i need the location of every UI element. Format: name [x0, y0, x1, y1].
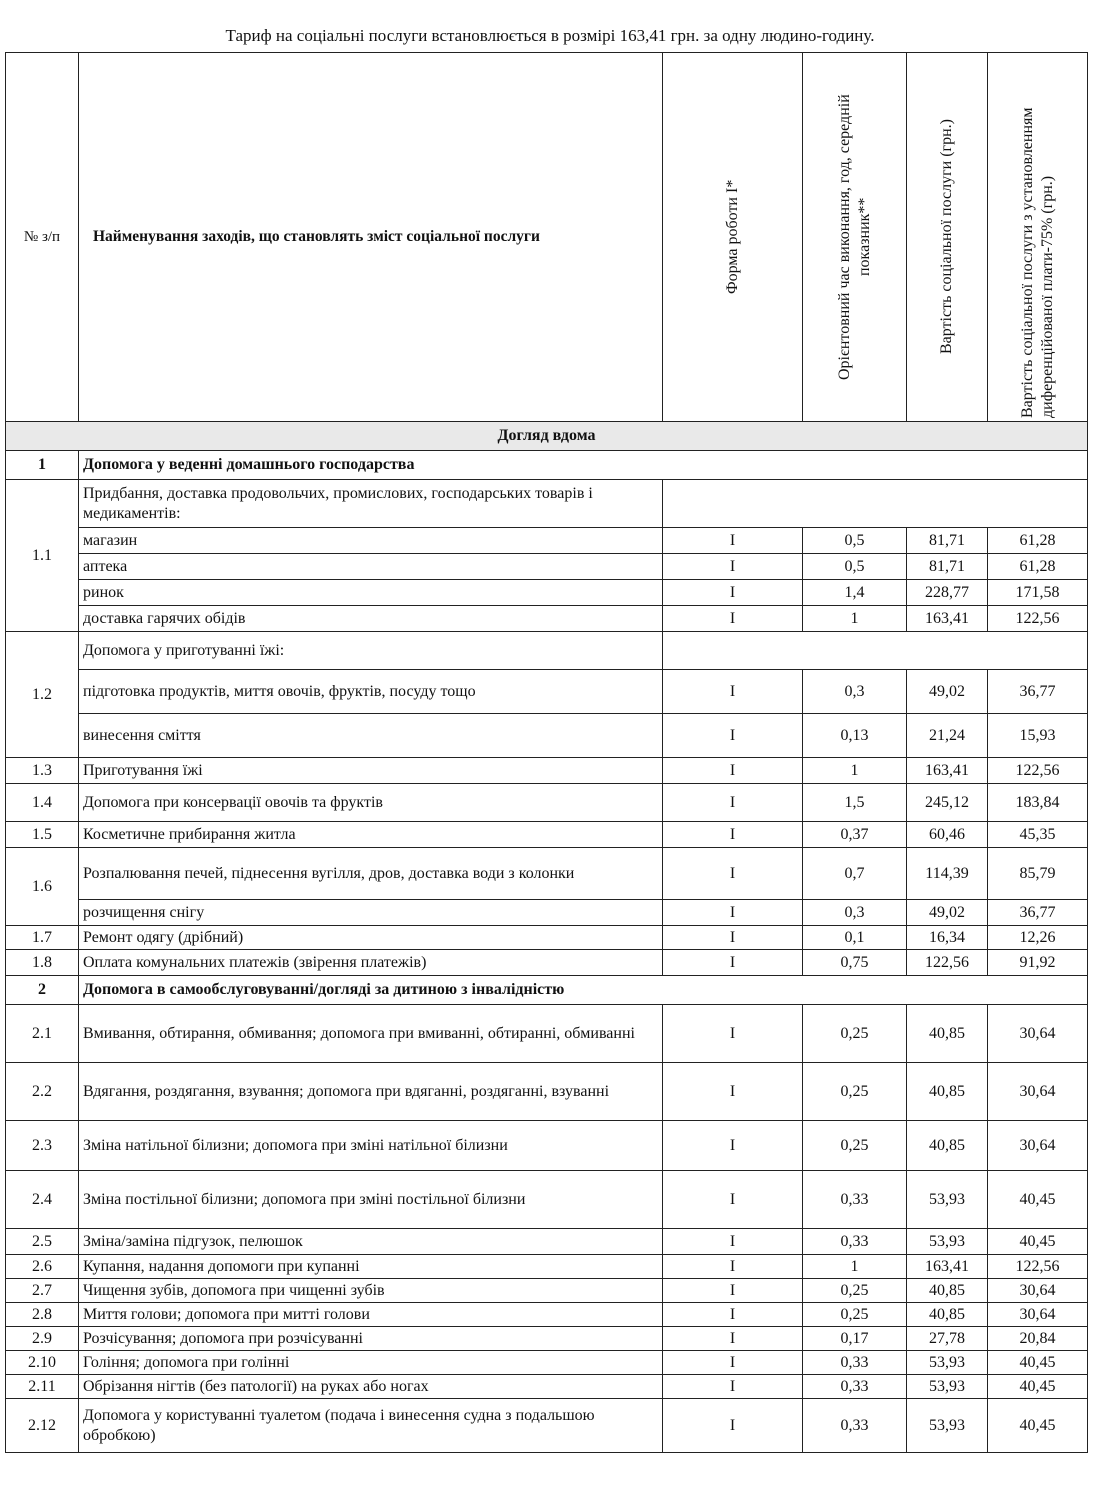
- row-intro: Придбання, доставка продовольчих, промислових, господарських товарів і медикаментів:: [79, 480, 663, 528]
- row-cost75: 30,64: [988, 1279, 1088, 1303]
- row-time: 0,25: [803, 1279, 907, 1303]
- row-cost75: 40,45: [988, 1399, 1088, 1453]
- row-time: 0,17: [803, 1327, 907, 1351]
- row-time: 1: [803, 758, 907, 784]
- table-row: [6, 822, 1088, 848]
- row-time: 0,5: [803, 528, 907, 554]
- table-row: [6, 714, 1088, 758]
- row-form: І: [663, 1063, 803, 1121]
- row-form: І: [663, 1005, 803, 1063]
- row-cost: 40,85: [907, 1279, 988, 1303]
- row-time: 0,5: [803, 554, 907, 580]
- row-form: І: [663, 1375, 803, 1399]
- row-time: 0,25: [803, 1121, 907, 1171]
- row-name: Розпалювання печей, піднесення вугілля, дров, доставка води з колонки: [79, 848, 663, 900]
- row-cost75: 30,64: [988, 1005, 1088, 1063]
- table-row: [6, 480, 1088, 528]
- row-cost75: 85,79: [988, 848, 1088, 900]
- row-cost75: 36,77: [988, 900, 1088, 926]
- row-name: винесення сміття: [79, 714, 663, 758]
- row-time: 0,33: [803, 1399, 907, 1453]
- row-cost75: 122,56: [988, 758, 1088, 784]
- row-num: 2.12: [6, 1399, 79, 1453]
- row-num: 2.6: [6, 1255, 79, 1279]
- header-cost-cell: [907, 53, 988, 422]
- group-title: Допомога у веденні домашнього господарства: [79, 451, 1088, 480]
- table-row: [6, 1171, 1088, 1229]
- table-row: [6, 528, 1088, 554]
- row-cost: 49,02: [907, 670, 988, 714]
- row-num: 1.2: [6, 632, 79, 758]
- row-form: І: [663, 1121, 803, 1171]
- row-cost: 163,41: [907, 606, 988, 632]
- row-form: І: [663, 1327, 803, 1351]
- row-num: 1.6: [6, 848, 79, 926]
- group-num: 1: [6, 451, 79, 480]
- row-name: ринок: [79, 580, 663, 606]
- row-form: І: [663, 784, 803, 822]
- row-num: 1.3: [6, 758, 79, 784]
- table-row: [6, 1063, 1088, 1121]
- row-form: І: [663, 758, 803, 784]
- row-cost: 163,41: [907, 758, 988, 784]
- table-row: [6, 1375, 1088, 1399]
- row-cost: 228,77: [907, 580, 988, 606]
- header-name: Найменування заходів, що становлять зміст соціальної послуги: [79, 53, 663, 422]
- table-row: [6, 1121, 1088, 1171]
- row-cost: 27,78: [907, 1327, 988, 1351]
- header-time-cell: [803, 53, 907, 422]
- row-time: 0,25: [803, 1005, 907, 1063]
- row-name: Вдягання, роздягання, взування; допомога при вдяганні, роздяганні, взуванні: [79, 1063, 663, 1121]
- row-form: І: [663, 528, 803, 554]
- row-num: 2.8: [6, 1303, 79, 1327]
- row-form: І: [663, 926, 803, 950]
- row-name: розчищення снігу: [79, 900, 663, 926]
- row-num: 2.4: [6, 1171, 79, 1229]
- row-time: 0,7: [803, 848, 907, 900]
- row-cost: 53,93: [907, 1375, 988, 1399]
- row-num: 2.7: [6, 1279, 79, 1303]
- row-cost75: 36,77: [988, 670, 1088, 714]
- row-cost: 53,93: [907, 1171, 988, 1229]
- row-num: 2.10: [6, 1351, 79, 1375]
- row-name: Розчісування; допомога при розчісуванні: [79, 1327, 663, 1351]
- row-name: Чищення зубів, допомога при чищенні зубів: [79, 1279, 663, 1303]
- row-form: І: [663, 950, 803, 976]
- header-cost75-cell: [988, 53, 1088, 422]
- row-time: 0,25: [803, 1303, 907, 1327]
- row-name: Вмивання, обтирання, обмивання; допомога при вмиванні, обтиранні, обмиванні: [79, 1005, 663, 1063]
- row-form: І: [663, 848, 803, 900]
- row-time: 0,33: [803, 1229, 907, 1255]
- row-cost: 40,85: [907, 1005, 988, 1063]
- row-name: Гоління; допомога при голінні: [79, 1351, 663, 1375]
- row-time: 1: [803, 606, 907, 632]
- row-cost75: 45,35: [988, 822, 1088, 848]
- row-num: 2.9: [6, 1327, 79, 1351]
- row-num: 1.5: [6, 822, 79, 848]
- row-cost75: 183,84: [988, 784, 1088, 822]
- row-time: 0,33: [803, 1351, 907, 1375]
- row-form: І: [663, 1399, 803, 1453]
- row-time: 1: [803, 1255, 907, 1279]
- row-cost: 163,41: [907, 1255, 988, 1279]
- table-row: [6, 950, 1088, 976]
- row-cost75: 40,45: [988, 1229, 1088, 1255]
- header-cost75: Вартість соціальної послуги з установленням диференційованої плати-75% (грн.): [1018, 107, 1056, 418]
- group-row: [6, 976, 1088, 1005]
- row-form: І: [663, 670, 803, 714]
- table-row: [6, 1399, 1088, 1453]
- row-form: І: [663, 900, 803, 926]
- row-num: 1.7: [6, 926, 79, 950]
- row-time: 0,13: [803, 714, 907, 758]
- row-cost: 53,93: [907, 1399, 988, 1453]
- row-cost75: 15,93: [988, 714, 1088, 758]
- row-form: І: [663, 1303, 803, 1327]
- row-name: Миття голови; допомога при митті голови: [79, 1303, 663, 1327]
- row-cost: 114,39: [907, 848, 988, 900]
- row-form: І: [663, 1351, 803, 1375]
- row-name: доставка гарячих обідів: [79, 606, 663, 632]
- row-name: Приготування їжі: [79, 758, 663, 784]
- table-row: [6, 554, 1088, 580]
- row-cost: 53,93: [907, 1229, 988, 1255]
- table-row: [6, 848, 1088, 900]
- row-cost75: 30,64: [988, 1063, 1088, 1121]
- row-cost: 81,71: [907, 554, 988, 580]
- table-row: [6, 670, 1088, 714]
- row-cost75: 40,45: [988, 1171, 1088, 1229]
- table-row: [6, 1229, 1088, 1255]
- table-row: [6, 900, 1088, 926]
- row-cost75: 12,26: [988, 926, 1088, 950]
- row-name: Обрізання нігтів (без патології) на руках або ногах: [79, 1375, 663, 1399]
- row-time: 0,75: [803, 950, 907, 976]
- row-time: 0,3: [803, 670, 907, 714]
- section-title: Догляд вдома: [6, 422, 1088, 451]
- row-cost: 81,71: [907, 528, 988, 554]
- row-form: І: [663, 1171, 803, 1229]
- table-row: [6, 1327, 1088, 1351]
- row-cost: 53,93: [907, 1351, 988, 1375]
- header-form-cell: [663, 53, 803, 422]
- row-time: 0,3: [803, 900, 907, 926]
- row-cost: 40,85: [907, 1063, 988, 1121]
- row-form: І: [663, 1229, 803, 1255]
- group-num: 2: [6, 976, 79, 1005]
- row-cost: 245,12: [907, 784, 988, 822]
- row-cost75: 122,56: [988, 1255, 1088, 1279]
- row-cost75: 61,28: [988, 554, 1088, 580]
- row-name: Зміна/заміна підгузок, пелюшок: [79, 1229, 663, 1255]
- row-cost: 122,56: [907, 950, 988, 976]
- table-row: [6, 580, 1088, 606]
- group-title: Допомога в самообслуговуванні/догляді за дитиною з інвалідністю: [79, 976, 1088, 1005]
- table-row: [6, 1351, 1088, 1375]
- row-cost: 40,85: [907, 1303, 988, 1327]
- row-intro: Допомога у приготуванні їжі:: [79, 632, 663, 670]
- table-row: [6, 784, 1088, 822]
- row-time: 0,33: [803, 1171, 907, 1229]
- table-row: [6, 632, 1088, 670]
- row-form: І: [663, 580, 803, 606]
- row-name: Зміна натільної білизни; допомога при зміні натільної білизни: [79, 1121, 663, 1171]
- section-row: [6, 422, 1088, 451]
- table-header-row: [6, 53, 1088, 422]
- services-table: [5, 52, 1088, 1453]
- row-name: Допомога у користуванні туалетом (подача і винесення судна з подальшою обробкою): [79, 1399, 663, 1453]
- table-row: [6, 1279, 1088, 1303]
- row-name: Оплата комунальних платежів (звірення платежів): [79, 950, 663, 976]
- table-row: [6, 606, 1088, 632]
- row-name: Зміна постільної білизни; допомога при зміні постільної білизни: [79, 1171, 663, 1229]
- row-form: І: [663, 714, 803, 758]
- row-name: Ремонт одягу (дрібний): [79, 926, 663, 950]
- row-time: 0,25: [803, 1063, 907, 1121]
- row-cost75: 61,28: [988, 528, 1088, 554]
- header-cost: Вартість соціальної послуги (грн.): [938, 119, 955, 355]
- header-form: Форма роботи І*: [723, 179, 741, 295]
- row-name: Косметичне прибирання житла: [79, 822, 663, 848]
- row-time: 1,4: [803, 580, 907, 606]
- row-form: І: [663, 1279, 803, 1303]
- row-name: Допомога при консервації овочів та фруктів: [79, 784, 663, 822]
- row-num: 2.5: [6, 1229, 79, 1255]
- row-num: 1.8: [6, 950, 79, 976]
- group-row: [6, 451, 1088, 480]
- row-cost: 49,02: [907, 900, 988, 926]
- row-form: І: [663, 554, 803, 580]
- row-name: підготовка продуктів, миття овочів, фруктів, посуду тощо: [79, 670, 663, 714]
- row-name: магазин: [79, 528, 663, 554]
- row-time: 1,5: [803, 784, 907, 822]
- row-cost75: 40,45: [988, 1351, 1088, 1375]
- row-cost: 60,46: [907, 822, 988, 848]
- row-time: 0,37: [803, 822, 907, 848]
- row-cost75: 171,58: [988, 580, 1088, 606]
- row-num: 2.3: [6, 1121, 79, 1171]
- row-form: І: [663, 1255, 803, 1279]
- row-name: аптека: [79, 554, 663, 580]
- row-cost75: 30,64: [988, 1303, 1088, 1327]
- row-num: 2.2: [6, 1063, 79, 1121]
- table-row: [6, 758, 1088, 784]
- row-num: 2.1: [6, 1005, 79, 1063]
- row-cost75: 91,92: [988, 950, 1088, 976]
- row-cost: 40,85: [907, 1121, 988, 1171]
- row-num: 1.4: [6, 784, 79, 822]
- row-time: 0,33: [803, 1375, 907, 1399]
- row-form: І: [663, 822, 803, 848]
- table-row: [6, 926, 1088, 950]
- table-row: [6, 1303, 1088, 1327]
- header-num: № з/п: [6, 53, 79, 422]
- document-caption: Тариф на соціальні послуги встановлюється в розмірі 163,41 грн. за одну людино-годину.: [225, 26, 875, 45]
- row-cost75: 40,45: [988, 1375, 1088, 1399]
- row-time: 0,1: [803, 926, 907, 950]
- row-num: 2.11: [6, 1375, 79, 1399]
- table-row: [6, 1005, 1088, 1063]
- header-time: Орієнтовний час виконання, год, середній показник**: [835, 94, 873, 380]
- row-name: Купання, надання допомоги при купанні: [79, 1255, 663, 1279]
- row-cost75: 30,64: [988, 1121, 1088, 1171]
- row-cost: 16,34: [907, 926, 988, 950]
- row-num: 1.1: [6, 480, 79, 632]
- table-row: [6, 1255, 1088, 1279]
- row-form: І: [663, 606, 803, 632]
- row-cost75: 20,84: [988, 1327, 1088, 1351]
- row-cost75: 122,56: [988, 606, 1088, 632]
- row-cost: 21,24: [907, 714, 988, 758]
